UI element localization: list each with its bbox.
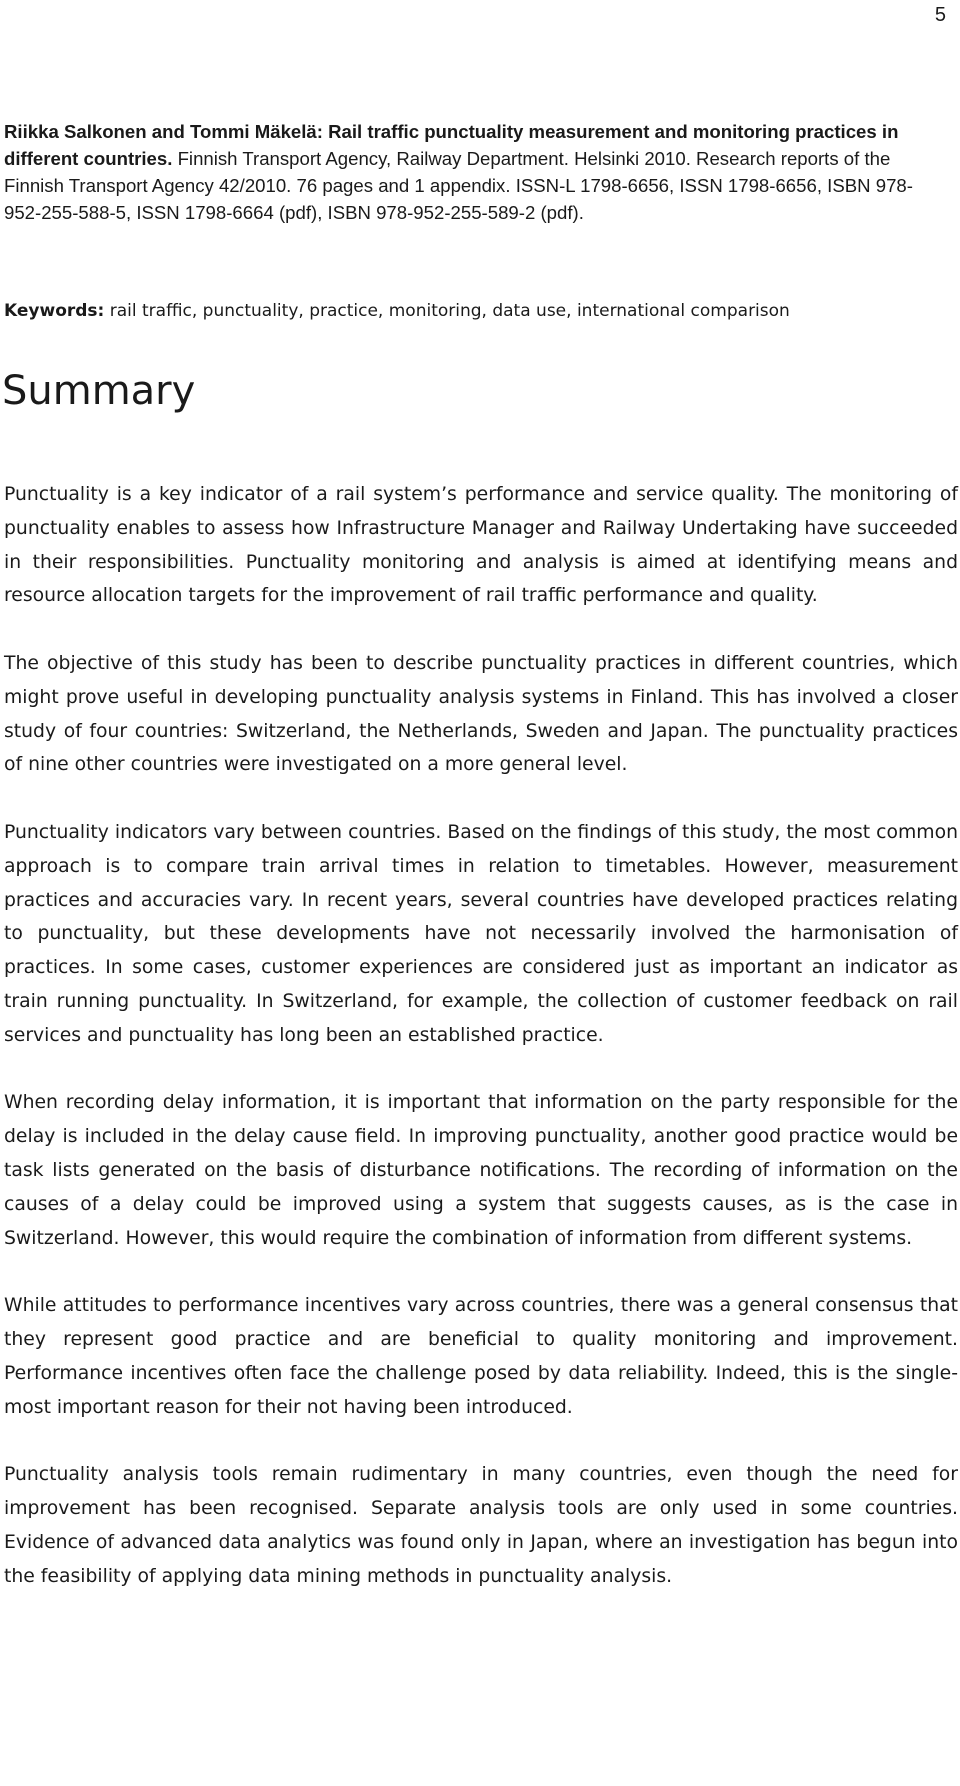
citation-details: Finnish Transport Agency, Railway Department. Helsinki 2010. Research reports of the Finnish Transport Agency 42/2010. 76 pages and 1 appendix. ISSN-L 1798-6656, ISSN 1798-6656, ISBN 978-952-255-588-5, ISSN 1798-6664 (pdf), ISBN 978-952-255-589-2 (pdf). [4,148,913,223]
summary-paragraph-6: Punctuality analysis tools remain rudimentary in many countries, even though the need for improvement has been recognised. Separate analysis tools are only used in some countries. Evidence of advanced data analytics was found only in Japan, where an investigation has begun into the feasibility of applying data mining methods in punctuality analysis. [4,1464,958,1587]
summary-body [4,478,958,1627]
citation [4,118,948,226]
citation-authors-title: Riikka Salkonen and Tommi Mäkelä: Rail traffic punctuality measurement and monitoring practices in different countries. [4,121,899,169]
summary-paragraph-5: While attitudes to performance incentives vary across countries, there was a general consensus that they represent good practice and are beneficial to quality monitoring and improvement. Performance incentives often face the challenge posed by data reliability. Indeed, this is the single-most important reason for their not having been introduced. [4,1295,958,1418]
summary-paragraph-2: The objective of this study has been to describe punctuality practices in different countries, which might prove useful in developing punctuality analysis systems in Finland. This has involved a closer study of four countries: Switzerland, the Netherlands, Sweden and Japan. The punctuality practices of nine other countries were investigated on a more general level. [4,652,958,776]
keywords-text: rail traffic, punctuality, practice, monitoring, data use, international comparison [109,301,790,321]
summary-heading: Summary [2,368,196,414]
keywords [4,298,948,324]
summary-paragraph-3: Punctuality indicators vary between countries. Based on the findings of this study, the most common approach is to compare train arrival times in relation to timetables. However, measurement practices and accuracies vary. In recent years, several countries have developed practices relating to punctuality, but these developments have not necessarily involved the harmonisation of practices. In some cases, customer experiences are considered just as important an indicator as train running punctuality. In Switzerland, for example, the collection of customer feedback on rail services and punctuality has long been an established practice. [4,821,958,1046]
keywords-label: Keywords: [4,301,105,321]
page-number: 5 [934,4,946,26]
summary-paragraph-4: When recording delay information, it is important that information on the party responsible for the delay is included in the delay cause field. In improving punctuality, another good practice would be task lists generated on the basis of disturbance notifications. The recording of information on the causes of a delay could be improved using a system that suggests causes, as is the case in Switzerland. However, this would require the combination of information from different systems. [4,1092,958,1249]
summary-paragraph-1: Punctuality is a key indicator of a rail system’s performance and service quality. The monitoring of punctuality enables to assess how Infrastructure Manager and Railway Undertaking have succeeded in their responsibilities. Punctuality monitoring and analysis is aimed at identifying means and resource allocation targets for the improvement of rail traffic performance and quality. [4,484,958,607]
